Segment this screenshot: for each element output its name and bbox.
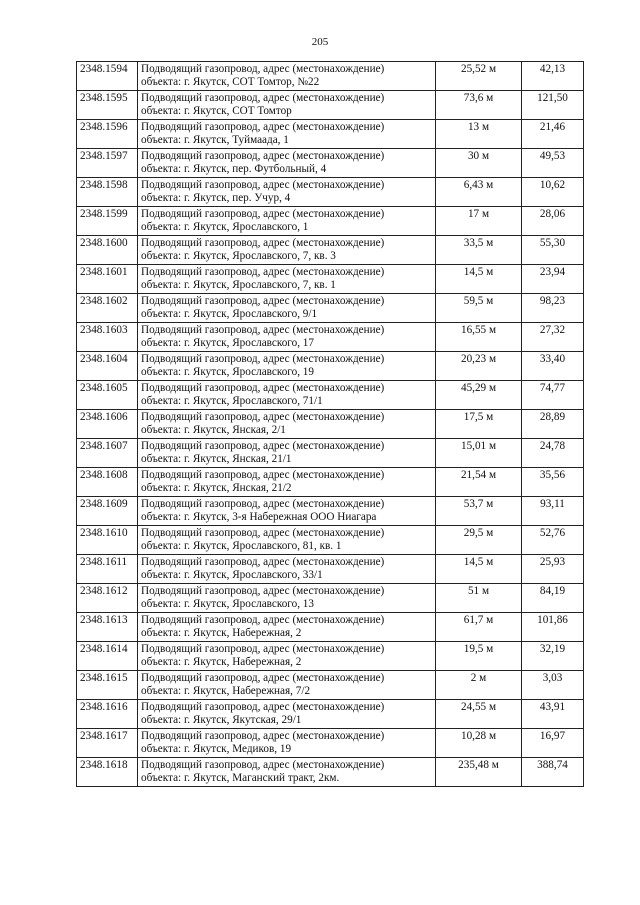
value-cell: 23,94 bbox=[522, 265, 584, 294]
page-number: 205 bbox=[311, 36, 329, 48]
description-line-2: объекта: г. Якутск, Медиков, 19 bbox=[141, 743, 292, 755]
item-number-cell: 2348.1612 bbox=[77, 584, 138, 613]
description-line-2: объекта: г. Якутск, СОТ Томтор bbox=[141, 105, 292, 117]
value-cell: 28,89 bbox=[522, 410, 584, 439]
description-cell bbox=[138, 323, 436, 352]
description-line-1: Подводящий газопровод, адрес (местонахождение) bbox=[141, 179, 385, 191]
value-cell: 98,23 bbox=[522, 294, 584, 323]
length-cell: 17 м bbox=[436, 207, 522, 236]
description-line-1: Подводящий газопровод, адрес (местонахождение) bbox=[141, 498, 385, 510]
description-line-1: Подводящий газопровод, адрес (местонахождение) bbox=[141, 295, 385, 307]
description-line-1: Подводящий газопровод, адрес (местонахождение) bbox=[141, 469, 385, 481]
description-cell bbox=[138, 410, 436, 439]
description-line-2: объекта: г. Якутск, Ярославского, 17 bbox=[141, 337, 314, 349]
length-cell: 21,54 м bbox=[436, 468, 522, 497]
description-cell bbox=[138, 439, 436, 468]
description-line-2: объекта: г. Якутск, СОТ Томтор, №22 bbox=[141, 76, 320, 88]
item-number-cell: 2348.1605 bbox=[77, 381, 138, 410]
item-number-cell: 2348.1618 bbox=[77, 758, 138, 787]
description-cell bbox=[138, 758, 436, 787]
table-row bbox=[77, 439, 584, 468]
table-row bbox=[77, 468, 584, 497]
register-table bbox=[76, 61, 584, 787]
item-number-cell: 2348.1610 bbox=[77, 526, 138, 555]
description-line-2: объекта: г. Якутск, Ярославского, 33/1 bbox=[141, 569, 323, 581]
description-line-2: объекта: г. Якутск, Туймаада, 1 bbox=[141, 134, 289, 146]
item-number-cell: 2348.1595 bbox=[77, 91, 138, 120]
item-number-cell: 2348.1594 bbox=[77, 62, 138, 91]
value-cell: 74,77 bbox=[522, 381, 584, 410]
value-cell: 55,30 bbox=[522, 236, 584, 265]
value-cell: 28,06 bbox=[522, 207, 584, 236]
length-cell: 24,55 м bbox=[436, 700, 522, 729]
length-cell: 73,6 м bbox=[436, 91, 522, 120]
description-line-1: Подводящий газопровод, адрес (местонахождение) bbox=[141, 353, 385, 365]
description-cell bbox=[138, 584, 436, 613]
item-number-cell: 2348.1613 bbox=[77, 613, 138, 642]
length-cell: 30 м bbox=[436, 149, 522, 178]
value-cell: 49,53 bbox=[522, 149, 584, 178]
description-line-2: объекта: г. Якутск, Ярославского, 19 bbox=[141, 366, 314, 378]
item-number-cell: 2348.1603 bbox=[77, 323, 138, 352]
table-row bbox=[77, 584, 584, 613]
value-cell: 27,32 bbox=[522, 323, 584, 352]
item-number-cell: 2348.1599 bbox=[77, 207, 138, 236]
table-row bbox=[77, 294, 584, 323]
description-line-1: Подводящий газопровод, адрес (местонахождение) bbox=[141, 92, 385, 104]
length-cell: 20,23 м bbox=[436, 352, 522, 381]
item-number-cell: 2348.1604 bbox=[77, 352, 138, 381]
value-cell: 21,46 bbox=[522, 120, 584, 149]
length-cell: 13 м bbox=[436, 120, 522, 149]
item-number-cell: 2348.1615 bbox=[77, 671, 138, 700]
value-cell: 93,11 bbox=[522, 497, 584, 526]
description-line-2: объекта: г. Якутск, Ярославского, 7, кв. 3 bbox=[141, 250, 336, 262]
length-cell: 51 м bbox=[436, 584, 522, 613]
description-line-2: объекта: г. Якутск, Ярославского, 7, кв. 1 bbox=[141, 279, 336, 291]
description-line-1: Подводящий газопровод, адрес (местонахождение) bbox=[141, 759, 385, 771]
table-row bbox=[77, 410, 584, 439]
description-line-1: Подводящий газопровод, адрес (местонахождение) bbox=[141, 324, 385, 336]
length-cell: 29,5 м bbox=[436, 526, 522, 555]
item-number-cell: 2348.1606 bbox=[77, 410, 138, 439]
length-cell: 53,7 м bbox=[436, 497, 522, 526]
description-cell bbox=[138, 178, 436, 207]
table-row bbox=[77, 265, 584, 294]
description-cell bbox=[138, 671, 436, 700]
table-row bbox=[77, 526, 584, 555]
value-cell: 121,50 bbox=[522, 91, 584, 120]
length-cell: 6,43 м bbox=[436, 178, 522, 207]
description-line-1: Подводящий газопровод, адрес (местонахождение) bbox=[141, 208, 385, 220]
description-line-1: Подводящий газопровод, адрес (местонахождение) bbox=[141, 237, 385, 249]
length-cell: 14,5 м bbox=[436, 555, 522, 584]
item-number-cell: 2348.1602 bbox=[77, 294, 138, 323]
length-cell: 61,7 м bbox=[436, 613, 522, 642]
table-row bbox=[77, 758, 584, 787]
length-cell: 16,55 м bbox=[436, 323, 522, 352]
value-cell: 42,13 bbox=[522, 62, 584, 91]
description-cell bbox=[138, 91, 436, 120]
table-row bbox=[77, 671, 584, 700]
table-row bbox=[77, 555, 584, 584]
item-number-cell: 2348.1608 bbox=[77, 468, 138, 497]
register-table-body bbox=[77, 62, 584, 787]
description-cell bbox=[138, 265, 436, 294]
value-cell: 52,76 bbox=[522, 526, 584, 555]
description-line-2: объекта: г. Якутск, пер. Футбольный, 4 bbox=[141, 163, 327, 175]
description-cell bbox=[138, 381, 436, 410]
table-row bbox=[77, 236, 584, 265]
length-cell: 19,5 м bbox=[436, 642, 522, 671]
description-cell bbox=[138, 468, 436, 497]
value-cell: 24,78 bbox=[522, 439, 584, 468]
length-cell: 17,5 м bbox=[436, 410, 522, 439]
item-number-cell: 2348.1614 bbox=[77, 642, 138, 671]
description-cell bbox=[138, 729, 436, 758]
description-line-2: объекта: г. Якутск, Якутская, 29/1 bbox=[141, 714, 302, 726]
value-cell: 388,74 bbox=[522, 758, 584, 787]
description-line-2: объекта: г. Якутск, Набережная, 2 bbox=[141, 627, 302, 639]
description-cell bbox=[138, 497, 436, 526]
table-row bbox=[77, 207, 584, 236]
description-line-2: объекта: г. Якутск, Ярославского, 9/1 bbox=[141, 308, 318, 320]
description-cell bbox=[138, 294, 436, 323]
item-number-cell: 2348.1597 bbox=[77, 149, 138, 178]
description-cell bbox=[138, 62, 436, 91]
description-cell bbox=[138, 149, 436, 178]
description-line-2: объекта: г. Якутск, Ярославского, 13 bbox=[141, 598, 314, 610]
length-cell: 59,5 м bbox=[436, 294, 522, 323]
table-row bbox=[77, 381, 584, 410]
description-cell bbox=[138, 236, 436, 265]
description-line-1: Подводящий газопровод, адрес (местонахождение) bbox=[141, 556, 385, 568]
table-row bbox=[77, 729, 584, 758]
value-cell: 16,97 bbox=[522, 729, 584, 758]
description-line-2: объекта: г. Якутск, 3-я Набережная ООО Ниагара bbox=[141, 511, 377, 523]
description-line-1: Подводящий газопровод, адрес (местонахождение) bbox=[141, 730, 385, 742]
description-line-1: Подводящий газопровод, адрес (местонахождение) bbox=[141, 527, 385, 539]
length-cell: 45,29 м bbox=[436, 381, 522, 410]
value-cell: 35,56 bbox=[522, 468, 584, 497]
table-row bbox=[77, 613, 584, 642]
table-row bbox=[77, 323, 584, 352]
length-cell: 33,5 м bbox=[436, 236, 522, 265]
item-number-cell: 2348.1611 bbox=[77, 555, 138, 584]
table-row bbox=[77, 497, 584, 526]
length-cell: 10,28 м bbox=[436, 729, 522, 758]
description-line-2: объекта: г. Якутск, Янская, 21/1 bbox=[141, 453, 292, 465]
item-number-cell: 2348.1600 bbox=[77, 236, 138, 265]
description-line-2: объекта: г. Якутск, Янская, 21/2 bbox=[141, 482, 292, 494]
description-line-1: Подводящий газопровод, адрес (местонахождение) bbox=[141, 440, 385, 452]
description-line-2: объекта: г. Якутск, Набережная, 2 bbox=[141, 656, 302, 668]
description-cell bbox=[138, 526, 436, 555]
description-cell bbox=[138, 207, 436, 236]
description-line-1: Подводящий газопровод, адрес (местонахождение) bbox=[141, 701, 385, 713]
table-row bbox=[77, 120, 584, 149]
description-cell bbox=[138, 555, 436, 584]
value-cell: 3,03 bbox=[522, 671, 584, 700]
length-cell: 25,52 м bbox=[436, 62, 522, 91]
item-number-cell: 2348.1596 bbox=[77, 120, 138, 149]
table-row bbox=[77, 149, 584, 178]
table-row bbox=[77, 178, 584, 207]
description-line-1: Подводящий газопровод, адрес (местонахождение) bbox=[141, 614, 385, 626]
item-number-cell: 2348.1616 bbox=[77, 700, 138, 729]
item-number-cell: 2348.1601 bbox=[77, 265, 138, 294]
length-cell: 235,48 м bbox=[436, 758, 522, 787]
description-line-1: Подводящий газопровод, адрес (местонахождение) bbox=[141, 266, 385, 278]
table-row bbox=[77, 62, 584, 91]
description-line-1: Подводящий газопровод, адрес (местонахождение) bbox=[141, 585, 385, 597]
description-line-1: Подводящий газопровод, адрес (местонахождение) bbox=[141, 150, 385, 162]
value-cell: 32,19 bbox=[522, 642, 584, 671]
table-row bbox=[77, 700, 584, 729]
length-cell: 15,01 м bbox=[436, 439, 522, 468]
description-line-1: Подводящий газопровод, адрес (местонахождение) bbox=[141, 63, 385, 75]
description-line-2: объекта: г. Якутск, пер. Учур, 4 bbox=[141, 192, 291, 204]
value-cell: 33,40 bbox=[522, 352, 584, 381]
description-line-1: Подводящий газопровод, адрес (местонахождение) bbox=[141, 672, 385, 684]
description-line-2: объекта: г. Якутск, Ярославского, 71/1 bbox=[141, 395, 323, 407]
item-number-cell: 2348.1617 bbox=[77, 729, 138, 758]
length-cell: 14,5 м bbox=[436, 265, 522, 294]
description-cell bbox=[138, 700, 436, 729]
description-cell bbox=[138, 613, 436, 642]
value-cell: 43,91 bbox=[522, 700, 584, 729]
description-cell bbox=[138, 642, 436, 671]
item-number-cell: 2348.1598 bbox=[77, 178, 138, 207]
value-cell: 101,86 bbox=[522, 613, 584, 642]
table-row bbox=[77, 91, 584, 120]
description-line-2: объекта: г. Якутск, Ярославского, 81, кв. 1 bbox=[141, 540, 342, 552]
description-line-1: Подводящий газопровод, адрес (местонахождение) bbox=[141, 382, 385, 394]
description-line-2: объекта: г. Якутск, Янская, 2/1 bbox=[141, 424, 286, 436]
description-line-1: Подводящий газопровод, адрес (местонахождение) bbox=[141, 411, 385, 423]
value-cell: 84,19 bbox=[522, 584, 584, 613]
description-line-2: объекта: г. Якутск, Ярославского, 1 bbox=[141, 221, 309, 233]
description-line-1: Подводящий газопровод, адрес (местонахождение) bbox=[141, 121, 385, 133]
description-cell bbox=[138, 352, 436, 381]
description-line-2: объекта: г. Якутск, Набережная, 7/2 bbox=[141, 685, 311, 697]
item-number-cell: 2348.1609 bbox=[77, 497, 138, 526]
table-row bbox=[77, 352, 584, 381]
table-row bbox=[77, 642, 584, 671]
item-number-cell: 2348.1607 bbox=[77, 439, 138, 468]
value-cell: 25,93 bbox=[522, 555, 584, 584]
length-cell: 2 м bbox=[436, 671, 522, 700]
description-cell bbox=[138, 120, 436, 149]
description-line-2: объекта: г. Якутск, Маганский тракт, 2км. bbox=[141, 772, 340, 784]
value-cell: 10,62 bbox=[522, 178, 584, 207]
description-line-1: Подводящий газопровод, адрес (местонахождение) bbox=[141, 643, 385, 655]
